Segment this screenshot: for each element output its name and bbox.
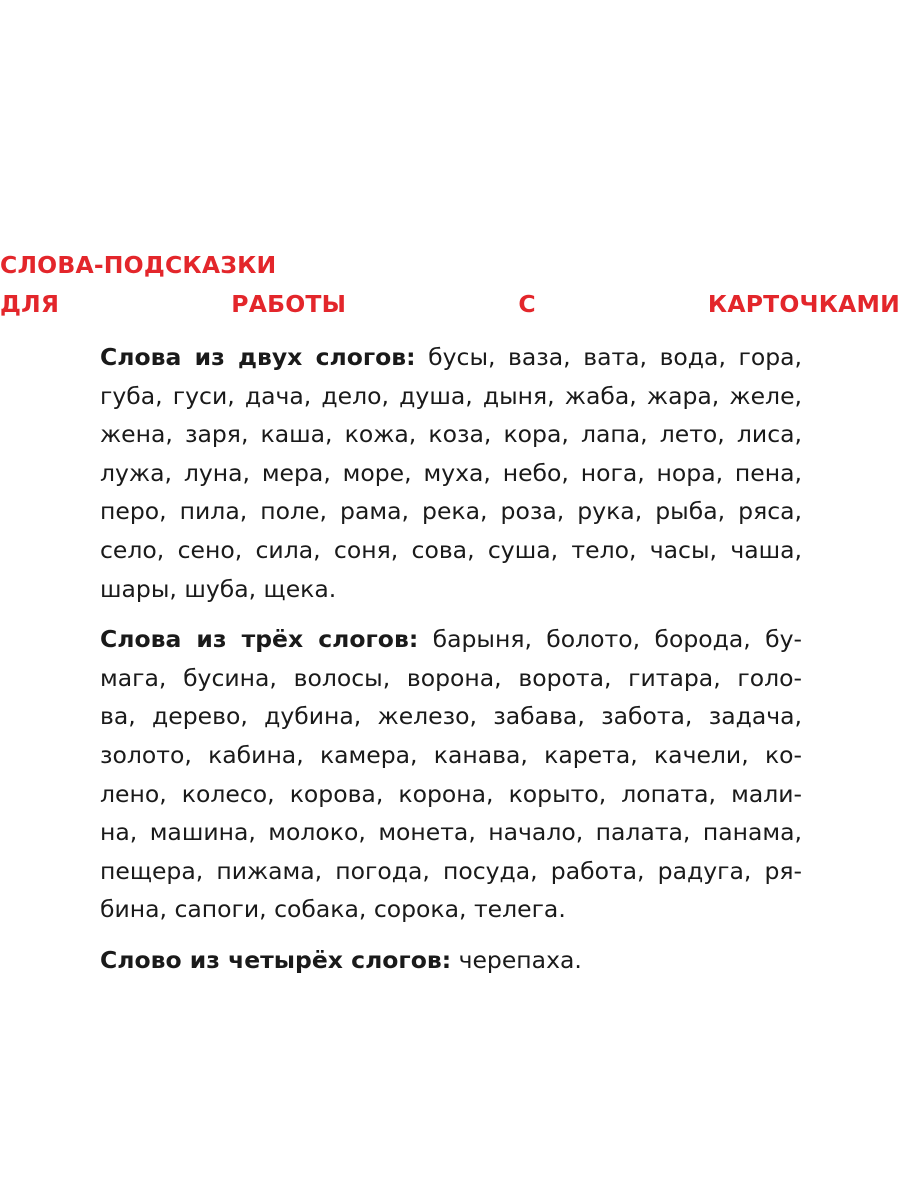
word-list-text: барыня, болото, борода, бу- (418, 625, 803, 654)
section-heading: Слова из трёх слогов: (100, 625, 419, 654)
text-line: жена, заря, каша, кожа, коза, кора, лапа, лето, лиса, (100, 420, 802, 449)
word-list-text: бусы, ваза, вата, вода, гора, (415, 343, 802, 371)
word-list-text: черепаха. (451, 945, 582, 974)
text-line: шары, шуба, щека. (100, 574, 337, 603)
text-line: ва, дерево, дубина, железо, забава, забота, задача, (100, 702, 802, 731)
text-line: лено, колесо, корова, корона, корыто, лопата, мали- (100, 779, 802, 808)
section-two-syllables (100, 338, 802, 608)
text-line: золото, кабина, камера, канава, карета, качели, ко- (100, 740, 802, 769)
text-line (100, 338, 802, 377)
section-heading: Слово из четырёх слогов: (100, 945, 452, 974)
text-line (100, 620, 802, 659)
text-line: мага, бусина, волосы, ворона, ворота, гитара, голо- (100, 663, 802, 692)
text-line: бина, сапоги, собака, сорока, телега. (100, 895, 566, 924)
title-line-2: ДЛЯ РАБОТЫ С КАРТОЧКАМИ (0, 289, 900, 318)
page-title (0, 246, 900, 323)
text-line: губа, гуси, дача, дело, душа, дыня, жаба, жара, желе, (100, 381, 802, 410)
section-four-syllables (100, 941, 802, 980)
section-three-syllables (100, 620, 802, 929)
title-line-1: СЛОВА-ПОДСКАЗКИ (0, 251, 277, 279)
text-line: село, сено, сила, соня, сова, суша, тело, часы, чаша, (100, 535, 802, 564)
word-hints-content (100, 338, 802, 992)
text-line: перо, пила, поле, рама, река, роза, рука, рыба, ряса, (100, 497, 802, 526)
section-heading: Слова из двух слогов: (100, 343, 416, 371)
text-line: на, машина, молоко, монета, начало, палата, панама, (100, 818, 802, 847)
text-line: лужа, луна, мера, море, муха, небо, нога, нора, пена, (100, 458, 802, 487)
text-line: пещера, пижама, погода, посуда, работа, радуга, ря- (100, 856, 802, 885)
text-line (100, 941, 802, 980)
